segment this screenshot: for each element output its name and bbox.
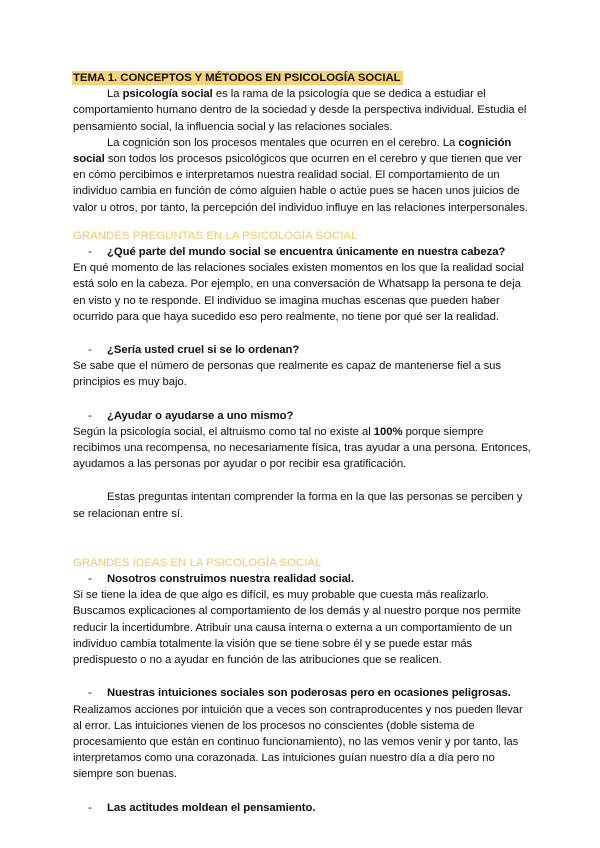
question-1: - ¿Qué parte del mundo social se encuentra únicamente en nuestra cabeza? — [73, 244, 533, 260]
answer-2: Se sabe que el número de personas que realmente es capaz de mantenerse fiel a sus principios es muy bajo. — [73, 360, 502, 389]
idea-1-text: Si se tiene la idea de que algo es difícil, es muy probable que cuesta más realizarlo. Buscamos explicaciones al comportamiento de los demás y al nuestro porque nos permite reducir la incertidumbre. Atribuir una causa interna o externa a un comportamiento de un individuo cambia totalmente la visión que se tiene sobre él y se puede estar más predispuesto o no a ayudar en función de las atribuciones que se realicen. — [73, 589, 521, 667]
bullet-dash: - — [88, 409, 92, 422]
idea-3: - Las actitudes moldean el pensamiento. — [73, 800, 533, 816]
section-heading-ideas: GRANDES IDEAS EN LA PSICOLOGÍA SOCIAL — [73, 556, 322, 569]
bullet-dash: - — [88, 246, 92, 259]
idea-1: - Nosotros construimos nuestra realidad social. — [73, 571, 533, 587]
document-page — [73, 70, 533, 816]
intro-paragraph-1: La psicología social es la rama de la psicología que se dedica a estudiar el comportamiento humano dentro de la sociedad y desde la perspectiva individual. Estudia el pensamiento social, la influencia social y las relaciones sociales. — [73, 88, 527, 133]
answer-3: Según la psicología social, el altruismo como tal no existe al 100% porque siempre recibimos una recompensa, no necesariamente física, tras ayudar a una persona. Entonces, ayudamos a las personas por ayudar o por recibir esa gratificación. — [73, 425, 531, 471]
answer-1: En qué momento de las relaciones sociales existen momentos en los que la realidad social está solo en la cabeza. Por ejemplo, en una conversación de Whatsapp la persona te deja en visto y no te responde. El individuo se imagina muchas escenas que pueden haber ocurrido para que haya sucedido eso pero realmente, no tiene por qué ser la realidad. — [73, 262, 524, 323]
term-psicologia-social: psicología social — [122, 88, 213, 101]
question-2: - ¿Sería usted cruel si se lo ordenan? — [73, 342, 533, 358]
bullet-dash: - — [88, 344, 92, 357]
bullet-dash: - — [88, 687, 92, 700]
term-cognicion-social: cognición social — [73, 136, 512, 166]
idea-2: - Nuestras intuiciones sociales son poderosas pero en ocasiones peligrosas. — [73, 685, 533, 701]
question-3: - ¿Ayudar o ayudarse a uno mismo? — [73, 408, 533, 424]
intro-paragraph-2: La cognición son los procesos mentales que ocurren en el cerebro. La cognición social son todos los procesos psicológicos que ocurren en el cerebro y que tienen que ver en cómo percibimos e interpretamos nuestra realidad social. El comportamiento de un individuo cambia en función de cómo alguien hable o actúe pues se hacen unos juicios de valor u otros, por tanto, la percepción del individuo influye en las relaciones interpersonales. — [73, 136, 528, 214]
closing-paragraph: Estas preguntas intentan comprender la forma en la que las personas se perciben y se relacionan entre sí. — [73, 491, 523, 520]
section-heading-preguntas: GRANDES PREGUNTAS EN LA PSICOLOGÍA SOCIAL — [73, 229, 358, 242]
bullet-dash: - — [88, 801, 92, 814]
bullet-dash: - — [88, 573, 92, 586]
idea-2-text: Realizamos acciones por intuición que a veces son contraproducentes y nos pueden llevar al error. Las intuiciones vienen de los procesos no conscientes (doble sistema de procesamiento que están en continuo funcionamiento), no las vemos venir y por tanto, las interpretamos como una corazonada. Las intuiciones guían nuestro día a día pero no siempre son buenas. — [73, 703, 523, 781]
document-title: TEMA 1. CONCEPTOS Y MÉTODOS EN PSICOLOGÍA SOCIAL — [73, 72, 401, 84]
